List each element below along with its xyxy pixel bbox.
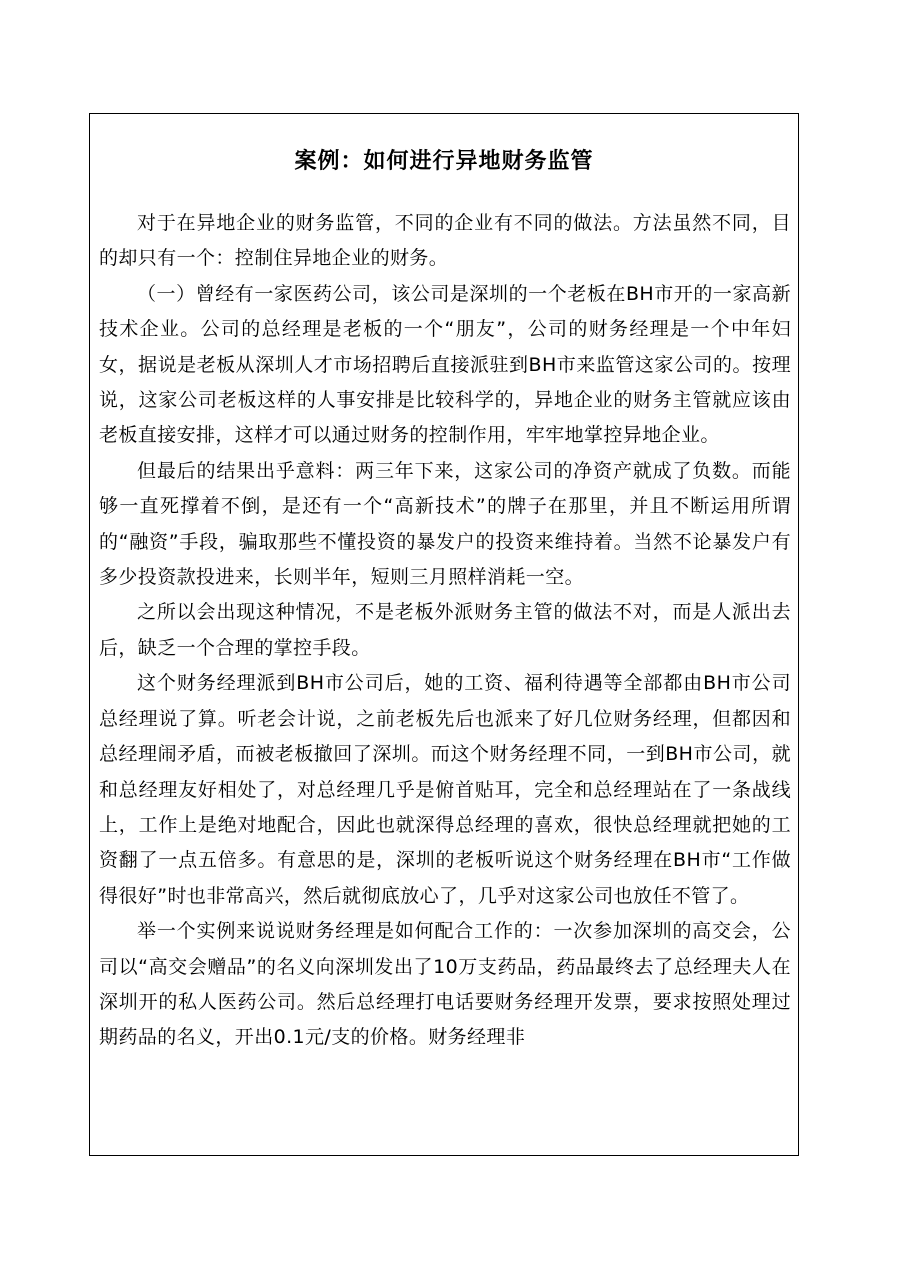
document-frame	[89, 113, 799, 1156]
document-body	[99, 206, 791, 1056]
paragraph-example: 举一个实例来说说财务经理是如何配合工作的：一次参加深圳的高交会，公司以“高交会赠品”的名义向深圳发出了10万支药品，药品最终去了总经理夫人在深圳开的私人医药公司。然后总经理打电话要财务经理开发票，要求按照处理过期药品的名义，开出0.1元/支的价格。财务经理非	[99, 920, 791, 1049]
paragraph-manager-story: 这个财务经理派到BH市公司后，她的工资、福利待遇等全部都由BH市公司总经理说了算。听老会计说，之前老板先后也派来了好几位财务经理，但都因和总经理闹矛盾，而被老板撤回了深圳。而这个财务经理不同，一到BH市公司，就和总经理友好相处了，对总经理几乎是俯首贴耳，完全和总经理站在了一条战线上，工作上是绝对地配合，因此也就深得总经理的喜欢，很快总经理就把她的工资翻了一点五倍多。有意思的是，深圳的老板听说这个财务经理在BH市“工作做得很好”时也非常高兴，然后就彻底放心了，几乎对这家公司也放任不管了。	[99, 672, 791, 907]
document-title: 案例：如何进行异地财务监管	[294, 149, 594, 174]
paragraph-case-one: （一）曾经有一家医药公司，该公司是深圳的一个老板在BH市开的一家高新技术企业。公司的总经理是老板的一个“朋友”，公司的财务经理是一个中年妇女，据说是老板从深圳人才市场招聘后直接派驻到BH市来监管这家公司的。按理说，这家公司老板这样的人事安排是比较科学的，异地企业的财务主管就应该由老板直接安排，这样才可以通过财务的控制作用，牢牢地掌控异地企业。	[99, 282, 791, 447]
paragraph-reason: 之所以会出现这种情况，不是老板外派财务主管的做法不对，而是人派出去后，缺乏一个合理的掌控手段。	[99, 601, 791, 659]
paragraph-result: 但最后的结果出乎意料：两三年下来，这家公司的净资产就成了负数。而能够一直死撑着不倒，是还有一个“高新技术”的牌子在那里，并且不断运用所谓的“融资”手段，骗取那些不懂投资的暴发户的投资来维持着。当然不论暴发户有多少投资款投进来，长则半年，短则三月照样消耗一空。	[99, 459, 791, 589]
paragraph-intro: 对于在异地企业的财务监管，不同的企业有不同的做法。方法虽然不同，目的却只有一个：控制住异地企业的财务。	[99, 212, 791, 270]
